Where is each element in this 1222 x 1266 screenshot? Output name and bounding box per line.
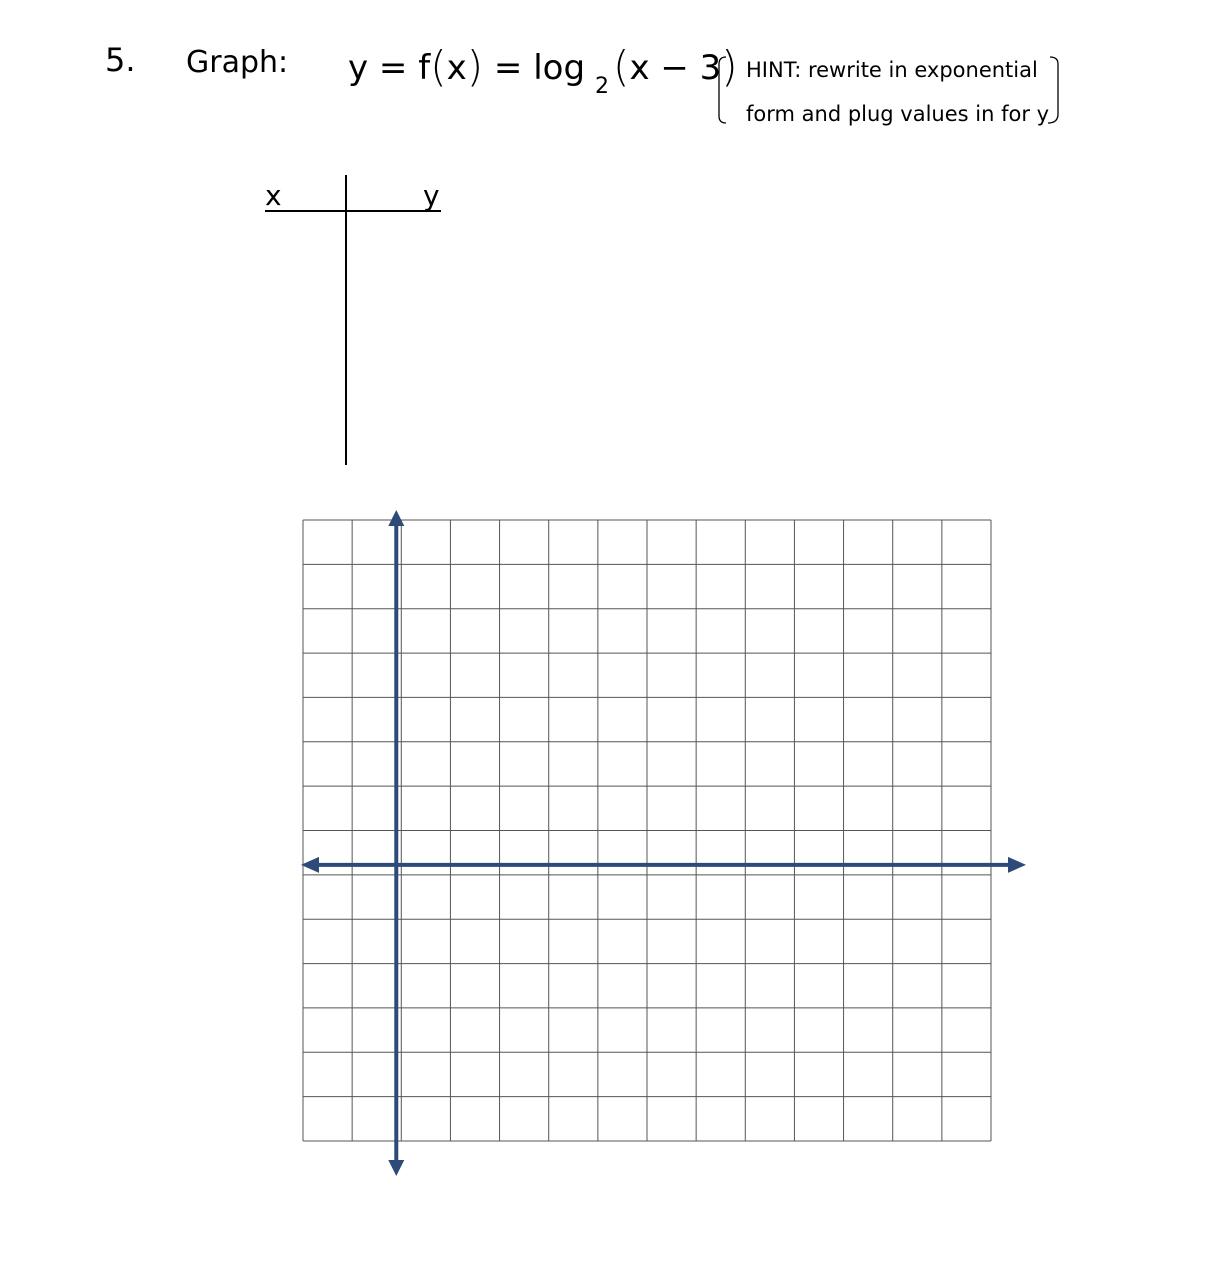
y-axis-arrow-down bbox=[388, 1160, 404, 1176]
x-axis-arrow-right bbox=[1008, 857, 1026, 873]
inner-paren-open: ( bbox=[613, 42, 630, 91]
log-base: 2 bbox=[595, 74, 610, 99]
equation-paren-open: ( bbox=[430, 42, 447, 91]
equation-arg: x bbox=[446, 48, 467, 88]
hint-line-1: HINT: rewrite in exponential bbox=[746, 58, 1038, 82]
problem-number: 5. bbox=[105, 41, 136, 79]
inner-paren-close: ) bbox=[721, 42, 738, 91]
hint-line-2: form and plug values in for y bbox=[746, 102, 1050, 126]
x-axis-arrow-left bbox=[301, 857, 319, 873]
table-y-header: y bbox=[423, 179, 440, 212]
table-x-header: x bbox=[265, 179, 282, 212]
equation-paren-close: ) bbox=[466, 42, 484, 91]
equation-log: = log bbox=[483, 48, 586, 88]
equation-lhs: y = f bbox=[348, 48, 431, 88]
y-axis-arrow-up bbox=[388, 510, 404, 526]
graph-label: Graph: bbox=[186, 45, 289, 80]
equation-inner: x − 3 bbox=[629, 48, 722, 88]
